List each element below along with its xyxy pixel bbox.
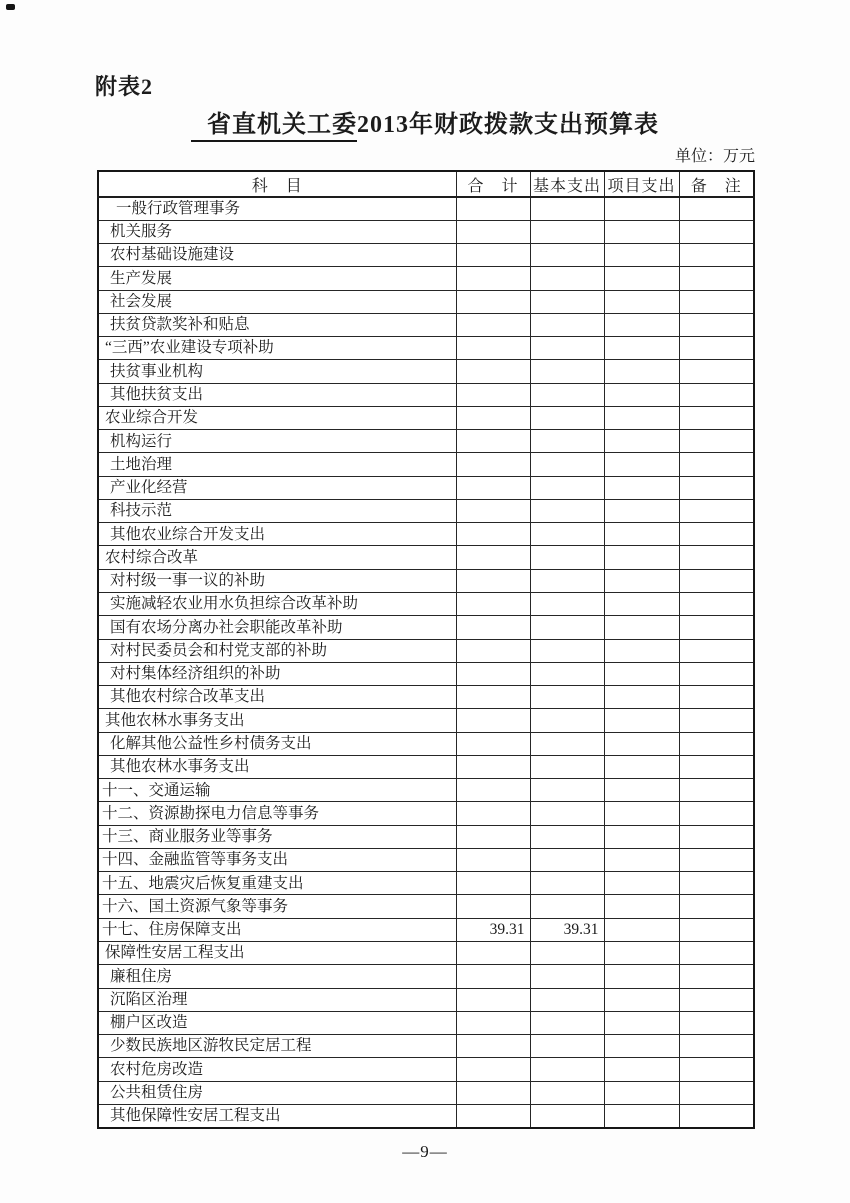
note-cell <box>679 1035 754 1058</box>
table-row <box>98 662 754 685</box>
basic-expenditure-cell <box>530 406 604 429</box>
header-row <box>98 171 754 197</box>
total-cell <box>456 639 530 662</box>
total-cell <box>456 1011 530 1034</box>
note-cell <box>679 988 754 1011</box>
note-cell <box>679 662 754 685</box>
document-title-rest: 2013年财政拨款支出预算表 <box>357 112 659 138</box>
total-cell <box>456 383 530 406</box>
subject-cell: 少数民族地区游牧民定居工程 <box>98 1035 456 1058</box>
project-expenditure-cell <box>604 267 679 290</box>
note-cell <box>679 453 754 476</box>
document-title-underlined-part: 省直机关工委 <box>191 112 357 142</box>
table-row <box>98 825 754 848</box>
subject-cell: 机构运行 <box>98 430 456 453</box>
basic-expenditure-cell <box>530 732 604 755</box>
table-row <box>98 593 754 616</box>
note-cell <box>679 360 754 383</box>
subject-cell: 农村危房改造 <box>98 1058 456 1081</box>
header-total: 合 计 <box>456 171 530 197</box>
note-cell <box>679 290 754 313</box>
table-row <box>98 1035 754 1058</box>
project-expenditure-cell <box>604 197 679 220</box>
project-expenditure-cell <box>604 1058 679 1081</box>
basic-expenditure-cell <box>530 872 604 895</box>
header-project-expenditure: 项目支出 <box>604 171 679 197</box>
table-row <box>98 453 754 476</box>
basic-expenditure-cell <box>530 616 604 639</box>
note-cell <box>679 383 754 406</box>
note-cell <box>679 569 754 592</box>
table-row <box>98 965 754 988</box>
total-cell <box>456 709 530 732</box>
document-title <box>0 104 850 139</box>
project-expenditure-cell <box>604 942 679 965</box>
subject-cell: 实施减轻农业用水负担综合改革补助 <box>98 593 456 616</box>
total-cell <box>456 499 530 522</box>
basic-expenditure-cell <box>530 290 604 313</box>
table-row <box>98 895 754 918</box>
total-cell: 39.31 <box>456 918 530 941</box>
table-row <box>98 918 754 941</box>
note-cell <box>679 755 754 778</box>
total-cell <box>456 1058 530 1081</box>
table-row <box>98 360 754 383</box>
table-row <box>98 848 754 871</box>
basic-expenditure-cell <box>530 895 604 918</box>
total-cell <box>456 244 530 267</box>
basic-expenditure-cell <box>530 709 604 732</box>
total-cell <box>456 755 530 778</box>
total-cell <box>456 988 530 1011</box>
budget-table-header <box>98 171 754 197</box>
subject-cell: 一般行政管理事务 <box>98 197 456 220</box>
note-cell <box>679 825 754 848</box>
table-row <box>98 546 754 569</box>
subject-cell: 其他农业综合开发支出 <box>98 523 456 546</box>
total-cell <box>456 1104 530 1127</box>
header-basic-expenditure: 基本支出 <box>530 171 604 197</box>
note-cell <box>679 546 754 569</box>
basic-expenditure-cell <box>530 569 604 592</box>
project-expenditure-cell <box>604 895 679 918</box>
table-row <box>98 244 754 267</box>
project-expenditure-cell <box>604 616 679 639</box>
subject-cell: 公共租赁住房 <box>98 1081 456 1104</box>
subject-cell: 十五、地震灾后恢复重建支出 <box>98 872 456 895</box>
project-expenditure-cell <box>604 220 679 243</box>
basic-expenditure-cell <box>530 686 604 709</box>
note-cell <box>679 523 754 546</box>
project-expenditure-cell <box>604 918 679 941</box>
note-cell <box>679 732 754 755</box>
subject-cell: 扶贫贷款奖补和贴息 <box>98 313 456 336</box>
project-expenditure-cell <box>604 872 679 895</box>
budget-table-body <box>98 197 754 1128</box>
project-expenditure-cell <box>604 360 679 383</box>
project-expenditure-cell <box>604 755 679 778</box>
note-cell <box>679 220 754 243</box>
subject-cell: 产业化经营 <box>98 476 456 499</box>
table-row <box>98 1081 754 1104</box>
project-expenditure-cell <box>604 499 679 522</box>
basic-expenditure-cell <box>530 244 604 267</box>
total-cell <box>456 313 530 336</box>
table-row <box>98 383 754 406</box>
project-expenditure-cell <box>604 988 679 1011</box>
project-expenditure-cell <box>604 779 679 802</box>
page-number: —9— <box>402 1142 448 1161</box>
note-cell <box>679 244 754 267</box>
project-expenditure-cell <box>604 430 679 453</box>
basic-expenditure-cell <box>530 942 604 965</box>
project-expenditure-cell <box>604 825 679 848</box>
subject-cell: 十三、商业服务业等事务 <box>98 825 456 848</box>
basic-expenditure-cell <box>530 197 604 220</box>
project-expenditure-cell <box>604 593 679 616</box>
note-cell <box>679 709 754 732</box>
total-cell <box>456 942 530 965</box>
table-row <box>98 197 754 220</box>
note-cell <box>679 313 754 336</box>
unit-label: 单位：万元 <box>674 148 755 165</box>
total-cell <box>456 802 530 825</box>
subject-cell: 其他扶贫支出 <box>98 383 456 406</box>
project-expenditure-cell <box>604 244 679 267</box>
project-expenditure-cell <box>604 406 679 429</box>
subject-cell: 保障性安居工程支出 <box>98 942 456 965</box>
table-row <box>98 290 754 313</box>
project-expenditure-cell <box>604 639 679 662</box>
basic-expenditure-cell <box>530 1104 604 1127</box>
subject-cell: 化解其他公益性乡村债务支出 <box>98 732 456 755</box>
total-cell <box>456 686 530 709</box>
note-cell <box>679 616 754 639</box>
budget-table <box>97 170 755 1129</box>
basic-expenditure-cell <box>530 546 604 569</box>
note-cell <box>679 802 754 825</box>
table-row <box>98 779 754 802</box>
project-expenditure-cell <box>604 523 679 546</box>
table-row <box>98 406 754 429</box>
note-cell <box>679 965 754 988</box>
subject-cell: “三西”农业建设专项补助 <box>98 337 456 360</box>
note-cell <box>679 872 754 895</box>
subject-cell: 棚户区改造 <box>98 1011 456 1034</box>
project-expenditure-cell <box>604 965 679 988</box>
total-cell <box>456 523 530 546</box>
subject-cell: 十一、交通运输 <box>98 779 456 802</box>
header-note: 备 注 <box>679 171 754 197</box>
table-row <box>98 430 754 453</box>
subject-cell: 其他农林水事务支出 <box>98 709 456 732</box>
subject-cell: 科技示范 <box>98 499 456 522</box>
note-cell <box>679 1058 754 1081</box>
table-row <box>98 267 754 290</box>
subject-cell: 社会发展 <box>98 290 456 313</box>
note-cell <box>679 337 754 360</box>
total-cell <box>456 360 530 383</box>
basic-expenditure-cell <box>530 360 604 383</box>
subject-cell: 生产发展 <box>98 267 456 290</box>
project-expenditure-cell <box>604 709 679 732</box>
subject-cell: 对村民委员会和村党支部的补助 <box>98 639 456 662</box>
table-row <box>98 755 754 778</box>
table-row <box>98 476 754 499</box>
table-row <box>98 337 754 360</box>
note-cell <box>679 476 754 499</box>
table-row <box>98 732 754 755</box>
subject-cell: 机关服务 <box>98 220 456 243</box>
note-cell <box>679 686 754 709</box>
total-cell <box>456 1035 530 1058</box>
total-cell <box>456 616 530 639</box>
basic-expenditure-cell <box>530 848 604 871</box>
table-row <box>98 802 754 825</box>
total-cell <box>456 895 530 918</box>
project-expenditure-cell <box>604 569 679 592</box>
total-cell <box>456 546 530 569</box>
total-cell <box>456 290 530 313</box>
table-row <box>98 686 754 709</box>
basic-expenditure-cell <box>530 755 604 778</box>
subject-cell: 国有农场分离办社会职能改革补助 <box>98 616 456 639</box>
note-cell <box>679 267 754 290</box>
basic-expenditure-cell <box>530 313 604 336</box>
basic-expenditure-cell <box>530 1035 604 1058</box>
basic-expenditure-cell <box>530 499 604 522</box>
basic-expenditure-cell <box>530 779 604 802</box>
basic-expenditure-cell <box>530 523 604 546</box>
total-cell <box>456 825 530 848</box>
project-expenditure-cell <box>604 686 679 709</box>
project-expenditure-cell <box>604 337 679 360</box>
table-row <box>98 1058 754 1081</box>
table-row <box>98 569 754 592</box>
total-cell <box>456 453 530 476</box>
subject-cell: 农村综合改革 <box>98 546 456 569</box>
table-row <box>98 1011 754 1034</box>
total-cell <box>456 197 530 220</box>
note-cell <box>679 499 754 522</box>
note-cell <box>679 779 754 802</box>
total-cell <box>456 337 530 360</box>
basic-expenditure-cell <box>530 802 604 825</box>
scan-corner-artifact <box>6 4 15 10</box>
total-cell <box>456 593 530 616</box>
basic-expenditure-cell <box>530 639 604 662</box>
subject-cell: 其他农村综合改革支出 <box>98 686 456 709</box>
subject-cell: 十二、资源勘探电力信息等事务 <box>98 802 456 825</box>
note-cell <box>679 895 754 918</box>
project-expenditure-cell <box>604 848 679 871</box>
table-row <box>98 988 754 1011</box>
project-expenditure-cell <box>604 453 679 476</box>
total-cell <box>456 965 530 988</box>
basic-expenditure-cell <box>530 337 604 360</box>
basic-expenditure-cell <box>530 453 604 476</box>
subject-cell: 土地治理 <box>98 453 456 476</box>
basic-expenditure-cell <box>530 476 604 499</box>
total-cell <box>456 1081 530 1104</box>
basic-expenditure-cell <box>530 1081 604 1104</box>
table-row <box>98 1104 754 1127</box>
project-expenditure-cell <box>604 1081 679 1104</box>
subject-cell: 沉陷区治理 <box>98 988 456 1011</box>
project-expenditure-cell <box>604 802 679 825</box>
note-cell <box>679 593 754 616</box>
project-expenditure-cell <box>604 290 679 313</box>
table-row <box>98 616 754 639</box>
note-cell <box>679 1104 754 1127</box>
note-cell <box>679 942 754 965</box>
project-expenditure-cell <box>604 662 679 685</box>
project-expenditure-cell <box>604 476 679 499</box>
basic-expenditure-cell <box>530 383 604 406</box>
project-expenditure-cell <box>604 1035 679 1058</box>
table-row <box>98 709 754 732</box>
total-cell <box>456 220 530 243</box>
table-row <box>98 313 754 336</box>
total-cell <box>456 872 530 895</box>
basic-expenditure-cell <box>530 825 604 848</box>
total-cell <box>456 569 530 592</box>
total-cell <box>456 267 530 290</box>
note-cell <box>679 848 754 871</box>
subject-cell: 十四、金融监管等事务支出 <box>98 848 456 871</box>
subject-cell: 对村集体经济组织的补助 <box>98 662 456 685</box>
total-cell <box>456 732 530 755</box>
table-row <box>98 639 754 662</box>
note-cell <box>679 918 754 941</box>
subject-cell: 十六、国土资源气象等事务 <box>98 895 456 918</box>
basic-expenditure-cell <box>530 662 604 685</box>
table-row <box>98 872 754 895</box>
basic-expenditure-cell <box>530 1058 604 1081</box>
total-cell <box>456 662 530 685</box>
note-cell <box>679 406 754 429</box>
table-row <box>98 942 754 965</box>
basic-expenditure-cell <box>530 220 604 243</box>
subject-cell: 其他农林水事务支出 <box>98 755 456 778</box>
project-expenditure-cell <box>604 383 679 406</box>
basic-expenditure-cell <box>530 988 604 1011</box>
project-expenditure-cell <box>604 546 679 569</box>
total-cell <box>456 476 530 499</box>
table-row <box>98 220 754 243</box>
basic-expenditure-cell <box>530 593 604 616</box>
basic-expenditure-cell: 39.31 <box>530 918 604 941</box>
subject-cell: 对村级一事一议的补助 <box>98 569 456 592</box>
total-cell <box>456 779 530 802</box>
appendix-label: 附表2 <box>95 74 154 99</box>
note-cell <box>679 1081 754 1104</box>
subject-cell: 廉租住房 <box>98 965 456 988</box>
subject-cell: 扶贫事业机构 <box>98 360 456 383</box>
table-row <box>98 523 754 546</box>
project-expenditure-cell <box>604 313 679 336</box>
subject-cell: 十七、住房保障支出 <box>98 918 456 941</box>
basic-expenditure-cell <box>530 430 604 453</box>
subject-cell: 农村基础设施建设 <box>98 244 456 267</box>
note-cell <box>679 1011 754 1034</box>
basic-expenditure-cell <box>530 965 604 988</box>
note-cell <box>679 197 754 220</box>
basic-expenditure-cell <box>530 267 604 290</box>
project-expenditure-cell <box>604 732 679 755</box>
subject-cell: 其他保障性安居工程支出 <box>98 1104 456 1127</box>
total-cell <box>456 848 530 871</box>
project-expenditure-cell <box>604 1011 679 1034</box>
total-cell <box>456 430 530 453</box>
total-cell <box>456 406 530 429</box>
subject-cell: 农业综合开发 <box>98 406 456 429</box>
note-cell <box>679 430 754 453</box>
header-subject: 科 目 <box>98 171 456 197</box>
note-cell <box>679 639 754 662</box>
table-row <box>98 499 754 522</box>
project-expenditure-cell <box>604 1104 679 1127</box>
basic-expenditure-cell <box>530 1011 604 1034</box>
